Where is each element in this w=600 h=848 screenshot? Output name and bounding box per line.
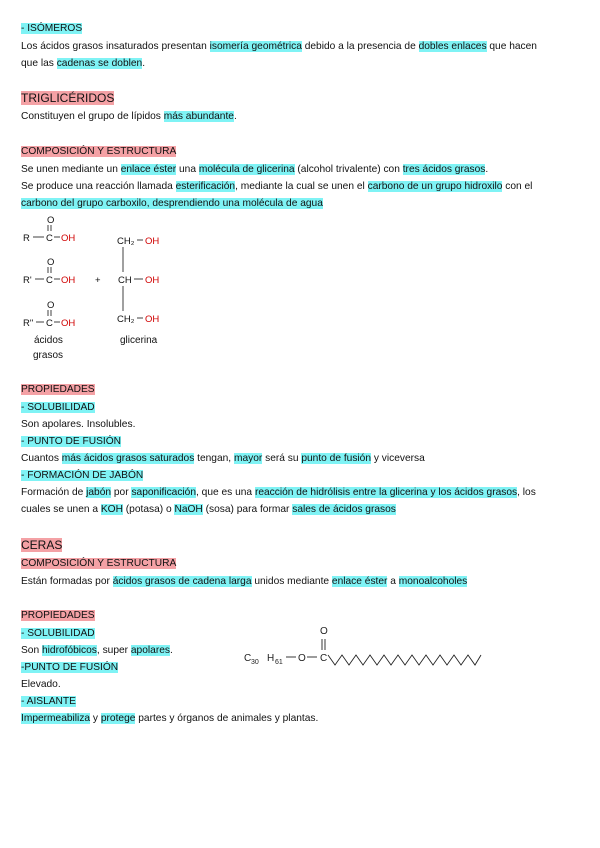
- hydrocarbon-chain: [328, 655, 481, 665]
- acid-3-r-group: R": [23, 318, 34, 329]
- trig-composicion-heading: COMPOSICIÓN Y ESTRUCTURA: [21, 146, 177, 157]
- formula-hydrogen-subscript: 61: [275, 659, 283, 666]
- ceras-punto-fusion-heading: -PUNTO DE FUSIÓN: [21, 662, 119, 673]
- ceras-punto-fusion-text: Elevado.: [21, 679, 61, 690]
- acid-2-hydroxyl: OH: [61, 275, 76, 286]
- acid-label-line-1: ácidos: [34, 335, 63, 346]
- ceras-composicion-text: Están formadas por ácidos grasos de cadena larga unidos mediante enlace éster a monoalcoholes: [21, 576, 468, 587]
- trig-propiedades-heading: PROPIEDADES: [21, 384, 95, 395]
- acid-2-r-group: R': [23, 275, 32, 286]
- glycerol-ch-middle: CH: [118, 275, 132, 286]
- plus-sign: +: [95, 275, 101, 286]
- formula-carbon: C: [244, 653, 252, 664]
- ceras-solubilidad-heading: - SOLUBILIDAD: [21, 628, 95, 639]
- formula-carbonyl-carbon: C: [320, 653, 328, 664]
- trig-jabon-line-2: cuales se unen a KOH (potasa) o NaOH (sosa) para formar sales de ácidos grasos: [21, 504, 396, 515]
- wax-structural-formula: [240, 618, 490, 674]
- trigliceridos-intro: Constituyen el grupo de lípidos más abundante.: [21, 111, 237, 122]
- glycerol-ch2-top: CH₂: [117, 236, 135, 247]
- acid-2-carbonyl-oxygen: O: [47, 257, 55, 268]
- trig-punto-fusion-heading: - PUNTO DE FUSIÓN: [21, 436, 121, 447]
- glycerol-oh-bottom: OH: [145, 314, 160, 325]
- glycerol-ch2-bottom: CH₂: [117, 314, 135, 325]
- acid-3-carbonyl-oxygen: O: [47, 300, 55, 311]
- formula-carbon-subscript: 30: [251, 659, 259, 666]
- glycerol-oh-top: OH: [145, 236, 160, 247]
- ceras-aislante-heading: - AISLANTE: [21, 696, 76, 707]
- ceras-aislante-text: Impermeabiliza y protege partes y órganos de animales y plantas.: [21, 713, 319, 724]
- formula-hydrogen: H: [267, 653, 275, 664]
- ceras-composicion-heading: COMPOSICIÓN Y ESTRUCTURA: [21, 558, 177, 569]
- isomeros-line-2: que las cadenas se doblen.: [21, 58, 146, 69]
- trig-solubilidad-text: Son apolares. Insolubles.: [21, 419, 136, 430]
- trig-punto-fusion-text: Cuantos más ácidos grasos saturados tengan, mayor será su punto de fusión y viceversa: [21, 453, 425, 464]
- trig-solubilidad-heading: - SOLUBILIDAD: [21, 402, 95, 413]
- acid-3-carbon: C: [46, 318, 53, 329]
- acid-1-carbonyl-oxygen: O: [47, 215, 55, 226]
- isomeros-line-1: Los ácidos grasos insaturados presentan isomería geométrica debido a la presencia de dobles enlaces que hacen: [21, 41, 537, 52]
- formula-ester-oxygen: O: [298, 653, 306, 664]
- ceras-propiedades-heading: PROPIEDADES: [21, 610, 95, 621]
- trig-composicion-line-2: Se produce una reacción llamada esterificación, mediante la cual se unen el carbono de un grupo hidroxilo con el: [21, 181, 533, 192]
- glycerol-oh-middle: OH: [145, 275, 160, 286]
- acid-1-r-group: R: [23, 233, 30, 244]
- trig-composicion-line-3: carbono del grupo carboxilo, desprendiendo una molécula de agua: [21, 198, 323, 209]
- trig-jabon-heading: - FORMACIÓN DE JABÓN: [21, 470, 144, 481]
- ceras-solubilidad-text: Son hidrofóbicos, super apolares.: [21, 645, 173, 656]
- trigliceridos-title: TRIGLICÉRIDOS: [21, 91, 115, 105]
- isomeros-heading: - ISÓMEROS: [21, 23, 83, 34]
- formula-carbonyl-oxygen: O: [320, 626, 328, 637]
- esterification-diagram: [18, 212, 178, 364]
- acid-2-carbon: C: [46, 275, 53, 286]
- glycerol-label: glicerina: [120, 335, 158, 346]
- acid-3-hydroxyl: OH: [61, 318, 76, 329]
- trig-composicion-line-1: Se unen mediante un enlace éster una molécula de glicerina (alcohol trivalente) con tres ácidos grasos.: [21, 164, 489, 175]
- acid-1-carbon: C: [46, 233, 53, 244]
- trig-jabon-line-1: Formación de jabón por saponificación, que es una reacción de hidrólisis entre la glicerina y los ácidos grasos, los: [21, 487, 536, 498]
- acid-1-hydroxyl: OH: [61, 233, 76, 244]
- ceras-title: CERAS: [21, 538, 63, 552]
- acid-label-line-2: grasos: [33, 350, 64, 361]
